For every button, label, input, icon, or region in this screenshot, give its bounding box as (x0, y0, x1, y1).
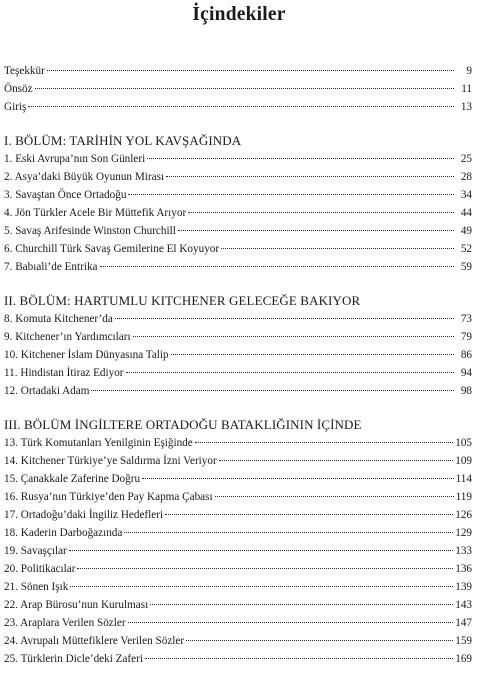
entry-title: 17. Ortadoğu’daki İngiliz Hedefleri (4, 509, 164, 521)
dot-leader (91, 389, 454, 391)
page-number: 44 (460, 207, 472, 219)
entry-title: 22. Arap Bürosu’nun Kurulması (4, 599, 149, 611)
toc-entry (4, 596, 472, 614)
table-of-contents (4, 62, 472, 668)
page-number: 139 (455, 581, 472, 593)
entry-title: 1. Eski Avrupa’nın Son Günleri (4, 153, 146, 165)
entry-title: 3. Savaştan Önce Ortadoğu (4, 189, 127, 201)
dot-leader (133, 335, 454, 337)
entry-title: 12. Ortadaki Adam (4, 385, 90, 397)
page-number: 136 (455, 563, 472, 575)
dot-leader (219, 459, 454, 461)
dot-leader (124, 531, 453, 533)
dot-leader (100, 265, 454, 267)
entry-title: 8. Komuta Kitchener’da (4, 313, 113, 325)
dot-leader (215, 495, 454, 497)
toc-entry (4, 222, 472, 240)
dot-leader (69, 549, 453, 551)
page-number: 147 (455, 617, 472, 629)
toc-entry (4, 434, 472, 452)
entry-title: 13. Türk Komutanları Yenilginin Eşiğinde (4, 437, 193, 449)
dot-leader (77, 567, 453, 569)
page-number: 59 (460, 261, 472, 273)
page-number: 28 (460, 171, 472, 183)
entry-title: 14. Kitchener Türkiye’ye Saldırma İzni Veriyor (4, 455, 217, 467)
part-heading: I. BÖLÜM: TARİHİN YOL KAVŞAĞINDA (4, 133, 242, 148)
dot-leader (171, 353, 454, 355)
dot-leader (70, 585, 453, 587)
entry-title: 16. Rusya’nın Türkiye’den Pay Kapma Çabası (4, 491, 213, 503)
toc-entry (4, 258, 472, 276)
part-heading: II. BÖLÜM: HARTUMLU KITCHENER GELECEĞE BAKIYOR (4, 293, 361, 308)
front-matter-section (4, 62, 472, 116)
page-number: 52 (460, 243, 472, 255)
page-number: 169 (455, 653, 472, 665)
dot-leader (115, 317, 454, 319)
toc-entry (4, 470, 472, 488)
entry-title: 2. Asya’daki Büyük Oyunun Mirası (4, 171, 165, 183)
toc-entry (4, 382, 472, 400)
part-2-section (4, 292, 472, 400)
toc-entry (4, 524, 472, 542)
toc-entry (4, 240, 472, 258)
toc-entry (4, 364, 472, 382)
dot-leader (128, 621, 454, 623)
dot-leader (165, 513, 453, 515)
toc-entry (4, 98, 472, 116)
entry-title: 4. Jön Türkler Acele Bir Müttefik Arıyor (4, 207, 187, 219)
dot-leader (128, 193, 454, 195)
page-number: 73 (460, 313, 472, 325)
page-number: 98 (460, 385, 472, 397)
entry-title: 11. Hindistan İtiraz Ediyor (4, 367, 124, 379)
toc-entry (4, 204, 472, 222)
dot-leader (166, 175, 454, 177)
page-number: 49 (460, 225, 472, 237)
entry-title: Önsöz (4, 83, 33, 95)
toc-entry (4, 186, 472, 204)
toc-entry (4, 168, 472, 186)
dot-leader (142, 477, 454, 479)
toc-entry (4, 80, 472, 98)
toc-entry (4, 346, 472, 364)
entry-title: 5. Savaş Arifesinde Winston Churchill (4, 225, 176, 237)
toc-entry (4, 614, 472, 632)
page-number: 143 (455, 599, 472, 611)
entry-title: 24. Avrupalı Müttefiklere Verilen Sözler (4, 635, 185, 647)
entry-title: 6. Churchill Türk Savaş Gemilerine El Koyuyor (4, 243, 220, 255)
page-number: 94 (460, 367, 472, 379)
part-1-section (4, 132, 472, 276)
page-number: 79 (460, 331, 472, 343)
toc-entry (4, 150, 472, 168)
toc-entry (4, 488, 472, 506)
entry-title: 18. Kaderin Darboğazında (4, 527, 123, 539)
dot-leader (150, 603, 453, 605)
page-number: 133 (455, 545, 472, 557)
page-number: 25 (460, 153, 472, 165)
entry-title: 23. Araplara Verilen Sözler (4, 617, 126, 629)
dot-leader (35, 87, 454, 89)
dot-leader (186, 639, 453, 641)
toc-entry (4, 328, 472, 346)
toc-entry (4, 62, 472, 80)
dot-leader (126, 371, 454, 373)
page-number: 11 (461, 83, 472, 95)
toc-entry (4, 560, 472, 578)
entry-title: Teşekkür (4, 65, 45, 77)
page-number: 114 (455, 473, 472, 485)
page-number: 159 (455, 635, 472, 647)
toc-entry (4, 578, 472, 596)
entry-title: 9. Kitchener’ın Yardımcıları (4, 331, 131, 343)
entry-title: Giriş (4, 101, 27, 113)
entry-title: 20. Politikacılar (4, 563, 76, 575)
page-number: 126 (455, 509, 472, 521)
toc-entry (4, 310, 472, 328)
entry-title: 15. Çanakkale Zaferine Doğru (4, 473, 141, 485)
part-heading: III. BÖLÜM İNGİLTERE ORTADOĞU BATAKLIĞININ İÇİNDE (4, 417, 362, 432)
dot-leader (195, 441, 453, 443)
page-number: 9 (466, 65, 472, 77)
page-number: 13 (460, 101, 472, 113)
page-number: 109 (455, 455, 472, 467)
dot-leader (147, 157, 454, 159)
page-number: 34 (460, 189, 472, 201)
entry-title: 25. Türklerin Dicle’deki Zaferi (4, 653, 143, 665)
dot-leader (28, 105, 454, 107)
toc-entry (4, 542, 472, 560)
dot-leader (47, 69, 454, 71)
dot-leader (178, 229, 454, 231)
toc-entry (4, 650, 472, 668)
part-3-section (4, 416, 472, 668)
dot-leader (188, 211, 454, 213)
toc-entry (4, 632, 472, 650)
toc-entry (4, 506, 472, 524)
entry-title: 7. Babıali’de Entrika (4, 261, 98, 273)
entry-title: 21. Sönen Işık (4, 581, 69, 593)
entry-title: 10. Kitchener İslam Dünyasına Talip (4, 349, 169, 361)
page-number: 119 (455, 491, 472, 503)
dot-leader (221, 247, 454, 249)
page-number: 105 (455, 437, 472, 449)
dot-leader (145, 657, 453, 659)
page-title: İçindekiler (192, 4, 286, 25)
toc-entry (4, 452, 472, 470)
page-number: 86 (460, 349, 472, 361)
page-number: 129 (455, 527, 472, 539)
entry-title: 19. Savaşçılar (4, 545, 67, 557)
